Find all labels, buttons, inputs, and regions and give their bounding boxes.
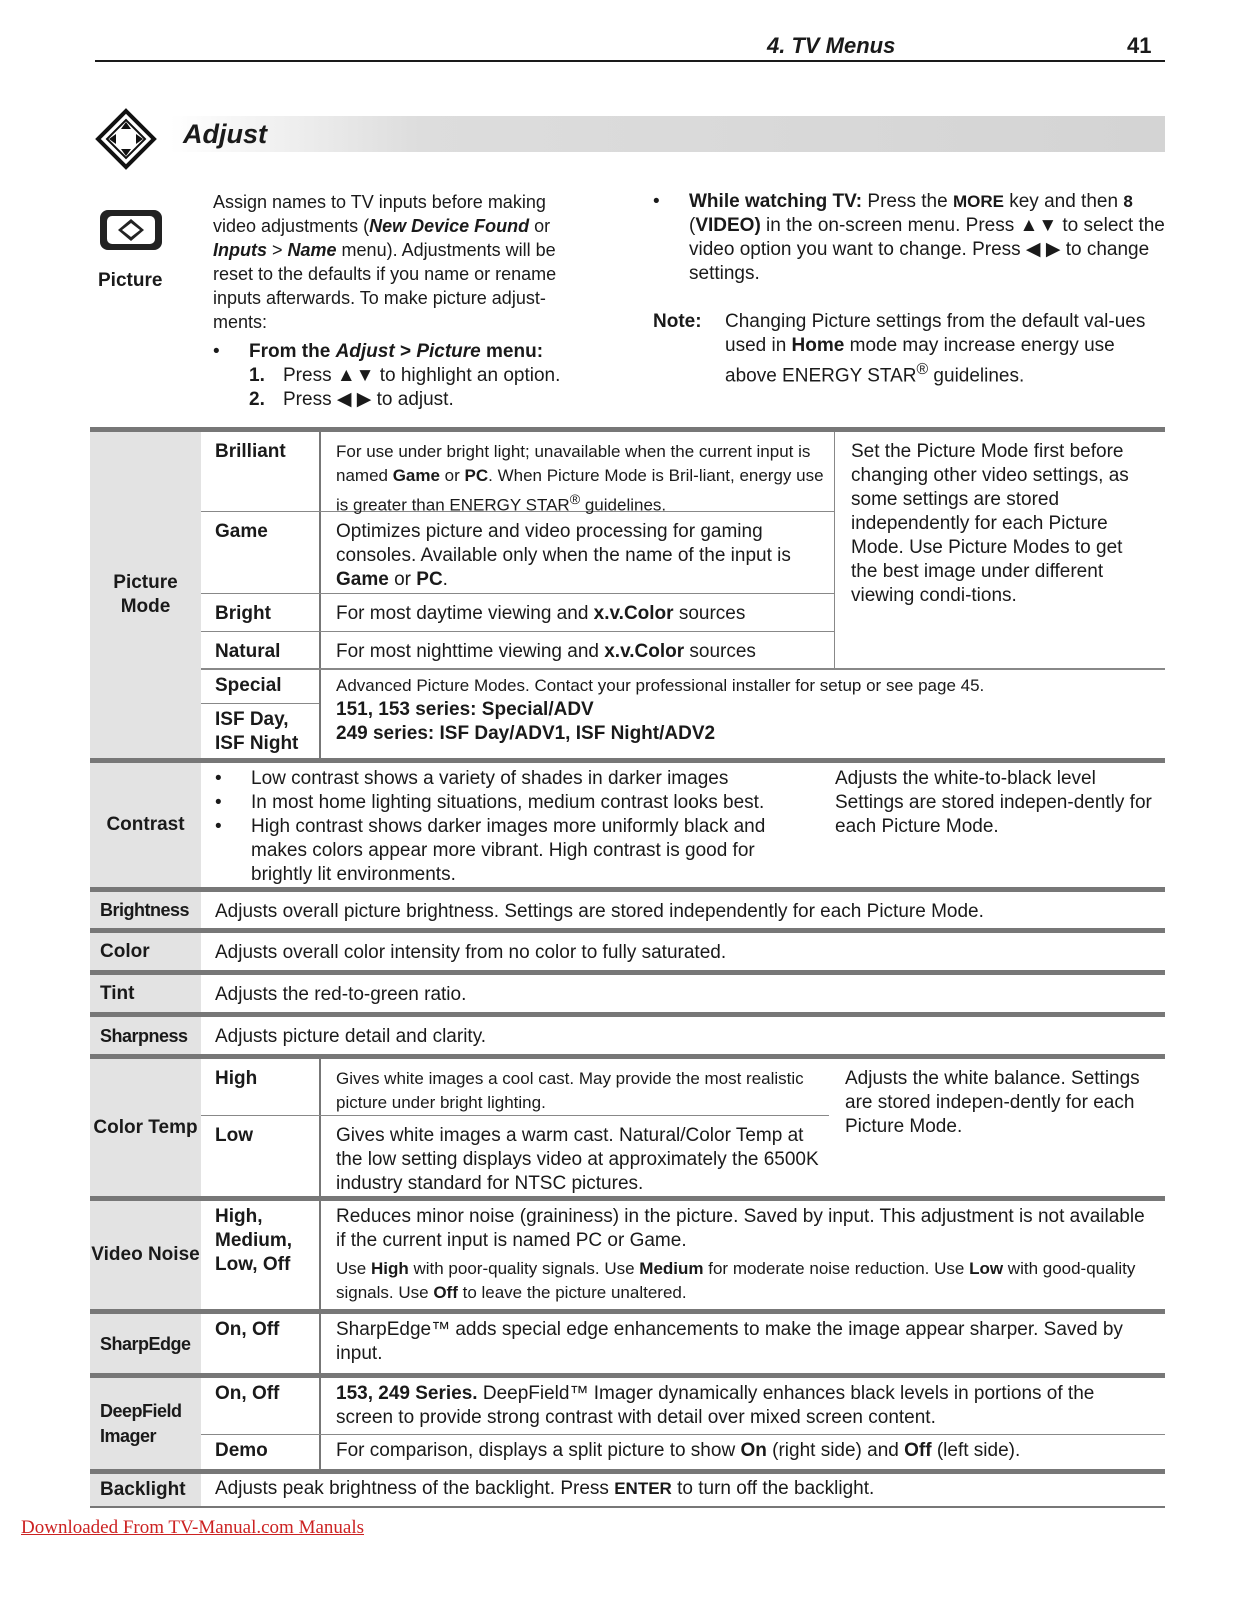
text: From the [249,341,336,362]
option-desc: Gives white images a cool cast. May provide the most realistic picture under bright lighting. [336,1069,804,1112]
text: Inputs [213,240,267,260]
video-noise-section [90,1196,1165,1309]
sharpness-section [90,1012,1165,1054]
text: with good-quality signals. Use [336,1259,1136,1302]
option-desc [321,594,834,631]
text: x.v.Color [593,603,674,624]
option-name: Low [201,1116,321,1196]
picture-label: Picture [98,270,163,291]
option-desc: Gives white images a warm cast. Natural/Color Temp at the low setting displays video at approximately the 6500K industry standard for NTSC pictures. [336,1125,819,1194]
option-name: On, Off [201,1378,321,1434]
text: to leave the picture unaltered. [457,1283,687,1302]
option-row [201,1116,829,1196]
text: 151, 153 series: Special/ADV [336,699,594,720]
text: For most daytime viewing and [336,603,594,624]
text: > [267,240,288,260]
text: sources [673,603,746,624]
option-desc [321,632,834,668]
section-label: Color [90,933,201,970]
section-label: Picture Mode [90,432,201,758]
text: Picture [416,341,481,362]
text: or [529,216,551,236]
option-name: Natural [201,632,321,668]
text: In most home lighting situations, medium contrast looks best. [251,792,765,813]
text: Reduces minor noise (graininess) in the picture. Saved by input. This adjustment is not available if the current input is named PC or Game. [336,1206,1145,1251]
text: 153, 249 Series. [336,1383,478,1404]
title-bar [170,116,1165,152]
page-title: Adjust [183,119,267,149]
option-name: High, Medium, Low, Off [201,1201,321,1309]
text: with poor-quality signals. Use [408,1259,640,1278]
option-name: Special [201,670,319,704]
text: Home [791,335,845,356]
step-text: Press ▲▼ to highlight an option. [283,365,561,386]
contrast-bullet: • In most home lighting situations, medium contrast looks best. [215,792,765,813]
text: On [740,1440,767,1461]
text: to turn off the backlight. [671,1478,875,1499]
option-desc: SharpEdge™ adds special edge enhancements to make the image appear sharper. Saved by input. [336,1319,1123,1364]
option-desc [321,1378,1165,1434]
contrast-bullet: • High contrast shows darker images more uniformly black and makes colors appear more vibrant. High contrast is good for brightly lit environments. [215,816,766,885]
text: High [370,1259,409,1278]
text: in the on-screen menu. Press ▲▼ to select the video option you want to change. Press ◀ ▶ to change settings. [689,215,1165,284]
text: (right side) and [766,1440,905,1461]
text: PC [464,466,489,485]
sharpedge-section [90,1309,1165,1373]
text: Adjusts peak brightness of the backlight. Press [215,1478,615,1499]
text: or [439,466,465,485]
option-row [201,1059,829,1116]
text: Assign names to TV inputs before making video adjustments ( [213,192,546,236]
text: sources [684,641,756,662]
text: ® [916,361,929,378]
option-desc [321,1201,1165,1309]
backlight-section [90,1469,1165,1508]
text: Adjust [335,341,395,362]
text: PC [416,569,443,590]
option-row [201,1435,1165,1469]
text: > [394,341,417,362]
text: Off [433,1283,458,1302]
brightness-section [90,887,1165,928]
section-label: Sharpness [90,1017,201,1054]
chapter-heading: 4. TV Menus [767,33,896,58]
text: ( [689,215,696,236]
text: Low contrast shows a variety of shades in darker images [251,768,729,789]
while-watching-bullet: • While watching TV: Press the MORE key and then 8 (VIDEO) in the on-screen menu. Press ▲▼ to select the video option you want to change. Press ◀ ▶ to change settings. [653,191,1165,284]
text: guidelines. [580,495,667,515]
text: Changing Picture settings from the default val-ues used in [725,311,1146,356]
intro-paragraph [213,190,593,334]
text: DeepField™ Imager dynamically enhances black levels in portions of the screen to provide strong contrast with detail over mixed screen content. [336,1383,1095,1428]
source-link[interactable]: Downloaded From TV-Manual.com Manuals [21,1517,365,1538]
section-label: Color Temp [90,1059,201,1196]
text: VIDEO) [695,215,761,236]
contrast-section [90,758,1165,887]
text: guidelines. [928,365,1025,387]
section-label: SharpEdge [90,1314,201,1373]
text: (left side). [931,1440,1021,1461]
text: 249 series: ISF Day/ADV1, ISF Night/ADV2 [336,723,716,744]
deepfield-section [90,1373,1165,1469]
option-row [201,594,834,632]
contrast-bullet: • Low contrast shows a variety of shades in darker images [215,768,729,789]
section-label: DeepField Imager [90,1378,201,1469]
text: While watching TV: [689,191,863,212]
picture-mode-note: Set the Picture Mode first before changing other video settings, as some settings are stored independently for each Picture Mode. Use Picture Modes to get the best image under different viewing condi-tions. [834,432,1165,668]
header-rule [95,60,1165,62]
sharpness-desc: Adjusts picture detail and clarity. [215,1026,487,1047]
option-name: On, Off [201,1314,321,1373]
text: Game [392,466,440,485]
color-desc: Adjusts overall color intensity from no color to fully saturated. [215,942,727,963]
section-label: Video Noise [90,1201,201,1309]
more-key: MORE [952,192,1004,211]
text: or [388,569,417,590]
step-number: 1. [249,365,265,386]
advanced-modes-desc [321,670,1165,758]
picture-remote-key-icon [98,208,164,252]
step-2 [213,388,593,412]
text: For use under bright light; unavailable when the current input is named [336,442,811,485]
option-name: Bright [201,594,321,631]
energy-note [653,310,1165,388]
color-temp-note: Adjusts the white balance. Settings are stored indepen-dently for each Picture Mode. [845,1068,1140,1137]
text: Name [287,240,337,260]
text: Advanced Picture Modes. Contact your professional installer for setup or see page 45. [336,676,985,695]
step-number: 2. [249,389,265,410]
text: Medium [639,1259,704,1278]
option-row [201,432,834,515]
option-name: Game [201,512,321,593]
text: . [442,569,448,590]
option-row [201,1378,1165,1435]
color-section [90,928,1165,970]
text: New Device Found [369,216,530,236]
brightness-desc: Adjusts overall picture brightness. Settings are stored independently for each Picture Mode. [215,901,984,922]
adjust-picture-bullet: • From the Adjust > Picture menu: [213,341,544,362]
text: mode may increase energy use above ENERGY STAR [725,335,1115,387]
section-label: Brightness [90,892,201,928]
step-1 [213,364,593,388]
option-desc [321,512,834,593]
contrast-note: Adjusts the white-to-black level Settings are stored indepen-dently for each Picture Mode. [835,768,1152,837]
option-name: High [201,1059,321,1115]
text: For comparison, displays a split picture to show [336,1440,741,1461]
section-label: Backlight [90,1474,201,1506]
text: Game [336,569,389,590]
option-desc [321,1435,1165,1469]
option-name: Demo [201,1435,321,1469]
text: High contrast shows darker images more uniformly black and makes colors appear more vibrant. High contrast is good for brightly lit environments. [251,816,766,885]
tint-section [90,970,1165,1012]
option-row [201,632,834,668]
step-text: Press ◀ ▶ to adjust. [283,389,454,410]
picture-mode-section [90,427,1165,758]
text: Off [904,1440,932,1461]
picture-settings-table [90,427,1165,1508]
text: Optimizes picture and video processing for gaming consoles. Available only when the name of the input is [336,521,791,566]
intro-right-column [653,190,1165,388]
section-label: Contrast [90,763,201,887]
text: menu: [480,341,544,362]
option-desc [321,432,834,515]
text: . When Picture Mode is Bril-liant, energy use is greater than ENERGY STAR [336,466,824,515]
option-name: ISF Day, ISF Night [215,709,299,754]
enter-key: ENTER [614,1479,672,1498]
key-8: 8 [1123,192,1133,211]
color-temp-section [90,1054,1165,1196]
text: Press the [862,191,953,212]
backlight-desc [201,1474,1165,1506]
page-number: 41 [1127,33,1152,58]
option-row [201,512,834,594]
option-name: Brilliant [201,432,321,511]
text: For most nighttime viewing and [336,641,605,662]
usage-guidance [336,1257,1155,1305]
text: Use [336,1259,371,1278]
text: for moderate noise reduction. Use [703,1259,970,1278]
text: x.v.Color [604,641,685,662]
text: Low [969,1259,1004,1278]
text: ® [569,492,581,508]
tint-desc: Adjusts the red-to-green ratio. [215,984,467,1005]
text: menu). Adjustments will be reset to the defaults if you name or rename inputs afterwards. To make picture adjust-ments: [213,240,557,332]
intro-left-column [213,190,593,412]
section-label: Tint [90,975,201,1012]
note-label: Note: [653,311,702,332]
text: key and then [1003,191,1124,212]
adjust-diamond-icon [95,108,157,170]
